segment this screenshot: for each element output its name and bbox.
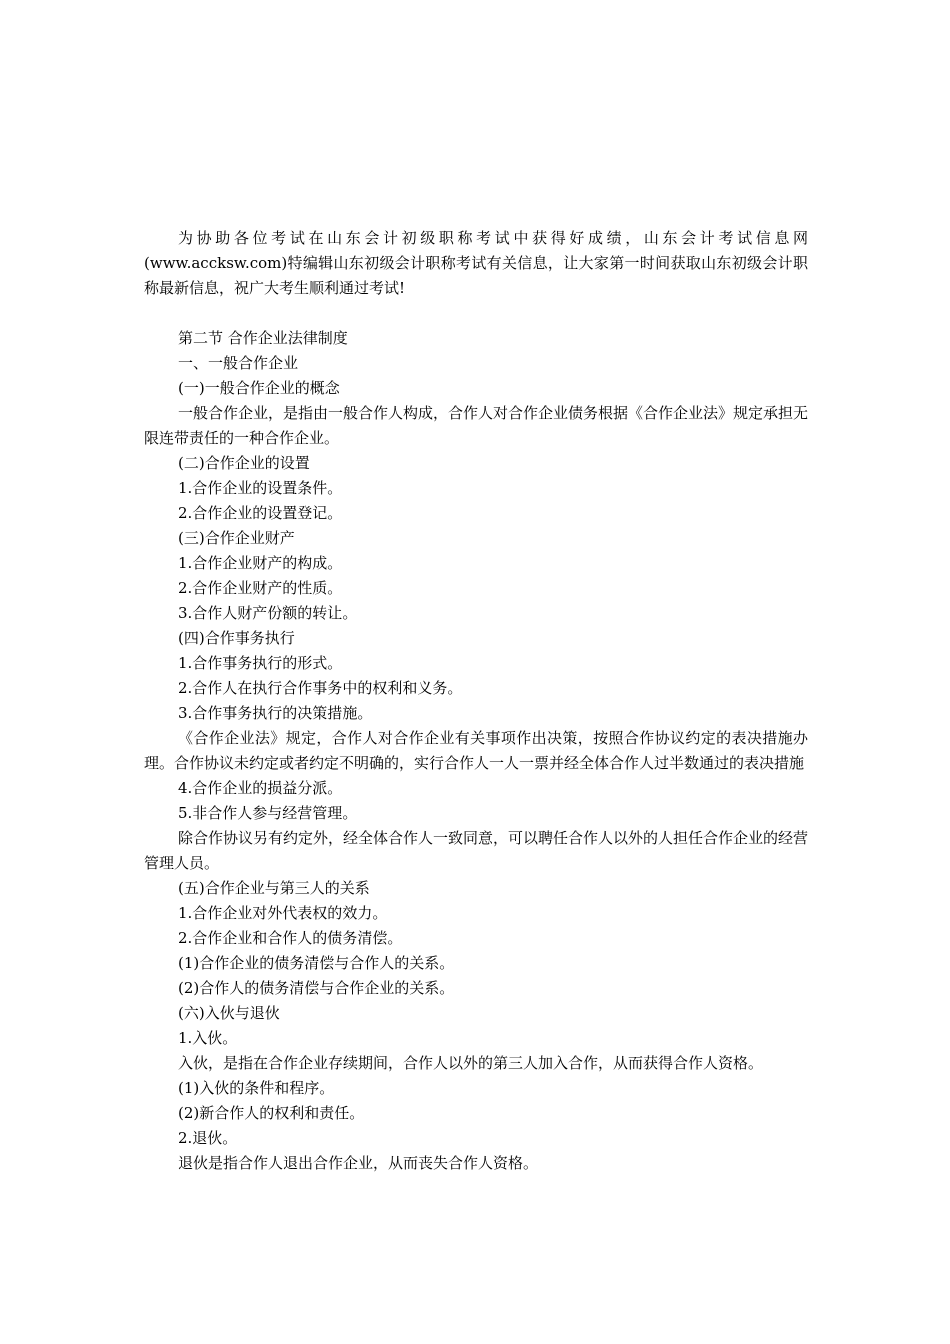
paragraph: 1.合作事务执行的形式。: [178, 654, 343, 672]
section-heading: 第二节 合作企业法律制度: [178, 329, 348, 347]
paragraph: 2.合作企业的设置登记。: [178, 504, 343, 522]
paragraph: 3.合作人财产份额的转让。: [178, 604, 358, 622]
paragraph: 2.合作人在执行合作事务中的权利和义务。: [178, 679, 463, 697]
paragraph: 2.合作企业财产的性质。: [178, 579, 343, 597]
paragraph: 5.非合作人参与经营管理。: [178, 804, 358, 822]
paragraph: 4.合作企业的损益分派。: [178, 779, 343, 797]
paragraph-list: [144, 326, 808, 1176]
paragraph: (三)合作企业财产: [178, 529, 295, 547]
paragraph: (四)合作事务执行: [178, 629, 295, 647]
document-body: [144, 226, 808, 1176]
paragraph: 入伙，是指在合作企业存续期间，合作人以外的第三人加入合作，从而获得合作人资格。: [178, 1054, 764, 1072]
paragraph: 1.合作企业对外代表权的效力。: [178, 904, 388, 922]
paragraph: (2)合作人的债务清偿与合作企业的关系。: [178, 979, 455, 997]
paragraph: 2.退伙。: [178, 1129, 238, 1147]
paragraph: (1)入伙的条件和程序。: [178, 1079, 335, 1097]
paragraph: (1)合作企业的债务清偿与合作人的关系。: [178, 954, 455, 972]
paragraph: 3.合作事务执行的决策措施。: [178, 704, 373, 722]
paragraph: 除合作协议另有约定外，经全体合作人一致同意，可以聘任合作人以外的人担任合作企业的经营管理人员。: [144, 829, 809, 872]
paragraph: 1.合作企业财产的构成。: [178, 554, 343, 572]
paragraph: (五)合作企业与第三人的关系: [178, 879, 370, 897]
paragraph: 1.合作企业的设置条件。: [178, 479, 343, 497]
paragraph: 退伙是指合作人退出合作企业，从而丧失合作人资格。: [178, 1154, 539, 1172]
paragraph: (2)新合作人的权利和责任。: [178, 1104, 365, 1122]
paragraph: (六)入伙与退伙: [178, 1004, 280, 1022]
paragraph: 一、一般合作企业: [178, 354, 299, 372]
paragraph: 一般合作企业，是指由一般合作人构成，合作人对合作企业债务根据《合作企业法》规定承担无限连带责任的一种合作企业。: [144, 404, 809, 447]
paragraph: 2.合作企业和合作人的债务清偿。: [178, 929, 403, 947]
paragraph: (二)合作企业的设置: [178, 454, 310, 472]
intro-paragraph: 为协助各位考试在山东会计初级职称考试中获得好成绩，山东会计考试信息网(www.accksw.com)特编辑山东初级会计职称考试有关信息，让大家第一时间获取山东初级会计职称最新信息，祝广大考生顺利通过考试!: [144, 229, 808, 297]
paragraph: (一)一般合作企业的概念: [178, 379, 340, 397]
paragraph: 1.入伙。: [178, 1029, 238, 1047]
paragraph: 《合作企业法》规定，合作人对合作企业有关事项作出决策，按照合作协议约定的表决措施办理。合作协议未约定或者约定不明确的，实行合作人一人一票并经全体合作人过半数通过的表决措施: [144, 729, 808, 772]
